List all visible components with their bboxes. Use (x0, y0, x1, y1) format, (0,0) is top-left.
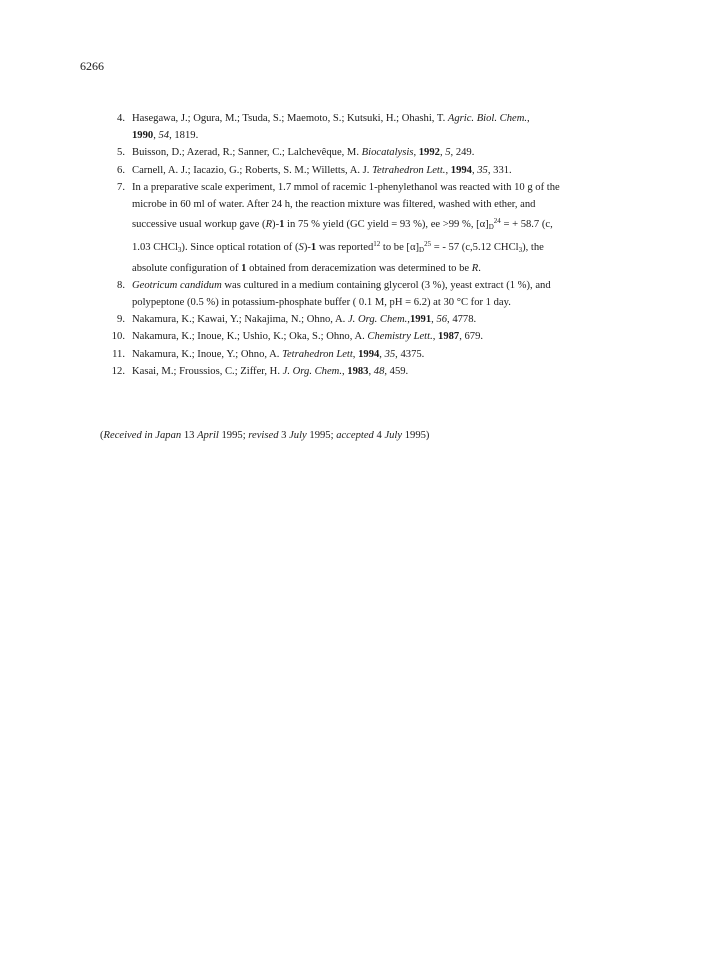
text-run: April (197, 430, 219, 441)
text-run: Buisson, D.; Azerad, R.; Sanner, C.; Lalchevêque, M. (132, 147, 362, 159)
text-run: 56 (436, 314, 448, 326)
text-run: 48 (373, 365, 385, 377)
text-run: revised (248, 430, 279, 441)
reference-number: 10. (111, 331, 125, 343)
text-run: , (407, 314, 410, 326)
reference-text (132, 277, 608, 311)
text-run: 35 (477, 164, 488, 176)
text-run: 3 (177, 246, 182, 255)
reference-item (98, 363, 608, 380)
reference-number: 9. (117, 314, 125, 326)
text-run: Received in Japan (103, 430, 182, 441)
text-run: , 459. (384, 365, 409, 377)
reference-text (132, 311, 608, 328)
text-run: to be [α] (380, 242, 420, 254)
text-run: 24 (493, 217, 501, 226)
text-run: 1995; (306, 430, 337, 441)
text-run: = - 57 (c,5.12 CHCl (431, 242, 519, 254)
text-run: , (439, 147, 446, 159)
text-run: 35 (384, 348, 396, 360)
reference-number: 8. (117, 279, 125, 291)
reference-text (132, 144, 608, 161)
text-run: obtained from deracemization was determined to be (246, 262, 472, 274)
text-run: )- (303, 242, 311, 254)
text-run: Tetrahedron Lett (282, 348, 353, 360)
reference-line (132, 196, 608, 213)
text-run: 1994 (450, 164, 472, 176)
text-run: , (379, 348, 385, 360)
text-run: , 1819. (169, 130, 199, 142)
text-run: July (289, 430, 307, 441)
received-dates-note (100, 430, 429, 441)
text-run: 4 (373, 430, 385, 441)
text-run: accepted (336, 430, 374, 441)
text-run: , (471, 164, 478, 176)
text-run: July (384, 430, 403, 441)
text-run: J. Org. Chem. (347, 314, 408, 326)
reference-line (132, 144, 608, 161)
reference-line (132, 328, 608, 345)
reference-line (132, 179, 608, 196)
text-run: Nakamura, K.; Kawai, Y.; Nakajima, N.; Ohno, A. (132, 314, 348, 326)
text-run: , 4375. (395, 348, 425, 360)
text-run: Chemistry Lett. (367, 331, 433, 343)
text-run: = + 58.7 (c, (500, 219, 553, 231)
text-run: 3 (278, 430, 290, 441)
reference-line (132, 127, 608, 144)
text-run: 1 (279, 219, 285, 231)
text-run: , (368, 365, 374, 377)
text-run: , 679. (459, 331, 484, 343)
text-run: , (153, 130, 159, 142)
text-run: Nakamura, K.; Inoue, Y.; Ohno, A. (132, 348, 283, 360)
text-run: , (352, 348, 359, 360)
text-run: Tetrahedron Lett. (372, 164, 446, 176)
reference-line (132, 277, 608, 294)
text-run: , (341, 365, 348, 377)
reference-item (98, 328, 608, 345)
text-run: D (488, 223, 494, 232)
text-run: 1991 (409, 314, 432, 326)
reference-item (98, 277, 608, 311)
text-run: D (419, 246, 425, 255)
text-run: 1995; (218, 430, 249, 441)
reference-text (132, 110, 608, 144)
reference-text (132, 328, 608, 345)
reference-item (98, 179, 608, 277)
reference-line (132, 213, 608, 236)
reference-line (132, 311, 608, 328)
reference-line (132, 162, 608, 179)
text-run: 1 (241, 262, 247, 274)
reference-number: 11. (112, 348, 125, 360)
text-run: Carnell, A. J.; Iacazio, G.; Roberts, S. M.; Willetts, A. J. (132, 164, 373, 176)
text-run: , 4778. (447, 314, 477, 326)
text-run: 1.03 CHCl (132, 242, 178, 254)
reference-number: 7. (117, 181, 125, 193)
text-run: ( (100, 430, 104, 441)
text-run: 13 (181, 430, 198, 441)
text-run: 1995) (402, 430, 430, 441)
text-run: R (265, 219, 273, 231)
text-run: , (432, 331, 439, 343)
reference-item (98, 311, 608, 328)
text-run: was reported (316, 242, 374, 254)
text-run: 1987 (438, 331, 460, 343)
text-run: In a preparative scale experiment, 1.7 mmol of racemic 1-phenylethanol was reacted with 10 g of the (132, 181, 560, 193)
text-run: J. Org. Chem. (282, 365, 342, 377)
text-run: , 249. (450, 147, 475, 159)
text-run: Nakamura, K.; Inoue, K.; Ushio, K.; Oka, S.; Ohno, A. (132, 331, 368, 343)
text-run: ). Since optical rotation of ( (181, 242, 299, 254)
text-run: ), the (522, 242, 544, 254)
text-run: polypeptone (0.5 %) in potassium-phosphate buffer ( 0.1 M, pH = 6.2) at 30 °C for 1 day. (132, 297, 511, 309)
reference-item (98, 144, 608, 161)
reference-number: 6. (117, 164, 125, 176)
text-run: , (445, 164, 451, 176)
text-run: 1983 (347, 365, 369, 377)
reference-line (132, 236, 608, 259)
text-run: . (478, 262, 481, 274)
reference-line (132, 110, 608, 127)
reference-item (98, 346, 608, 363)
text-run: Hasegawa, J.; Ogura, M.; Tsuda, S.; Maemoto, S.; Kutsuki, H.; Ohashi, T. (132, 113, 448, 124)
text-run: Kasai, M.; Froussios, C.; Ziffer, H. (132, 365, 283, 377)
text-run: Agric. Biol. Chem. (447, 113, 528, 124)
text-run: in 75 % yield (GC yield = 93 %), ee >99 %, [α] (284, 219, 489, 231)
text-run: Biocatalysis (361, 147, 414, 159)
reference-number: 4. (117, 113, 125, 124)
reference-line (132, 294, 608, 311)
text-run: S (298, 242, 304, 254)
text-run: 54 (158, 130, 170, 142)
text-run: )- (272, 219, 280, 231)
text-run: absolute configuration of (132, 262, 242, 274)
page-number: 6266 (80, 59, 104, 73)
text-run: 1992 (418, 147, 440, 159)
text-run: , (431, 314, 437, 326)
reference-item (98, 162, 608, 179)
text-run: microbe in 60 ml of water. After 24 h, the reaction mixture was filtered, washed with ether, and (132, 199, 536, 211)
text-run: 25 (424, 240, 432, 249)
text-run: , (527, 113, 530, 124)
text-run: 1 (310, 242, 317, 254)
text-run: 1990 (132, 130, 154, 142)
text-run: was cultured in a medium containing glycerol (3 %), yeast extract (1 %), and (221, 279, 551, 291)
text-run: successive usual workup gave ( (132, 219, 266, 231)
text-run: 1994 (358, 348, 380, 360)
reference-list (98, 110, 608, 380)
text-run: 3 (518, 246, 523, 255)
text-run: , (413, 147, 419, 159)
reference-line (132, 260, 608, 277)
reference-item (98, 110, 608, 144)
reference-text (132, 179, 608, 277)
text-run: , 331. (487, 164, 512, 176)
reference-line (132, 363, 608, 380)
text-run: 12 (373, 240, 381, 249)
text-run: R (471, 262, 479, 274)
reference-text (132, 363, 608, 380)
reference-text (132, 162, 608, 179)
reference-number: 12. (111, 365, 125, 377)
reference-number: 5. (117, 147, 125, 159)
text-run: Geotricum candidum (132, 279, 222, 291)
text-run: 5 (445, 147, 451, 159)
reference-text (132, 346, 608, 363)
reference-line (132, 346, 608, 363)
